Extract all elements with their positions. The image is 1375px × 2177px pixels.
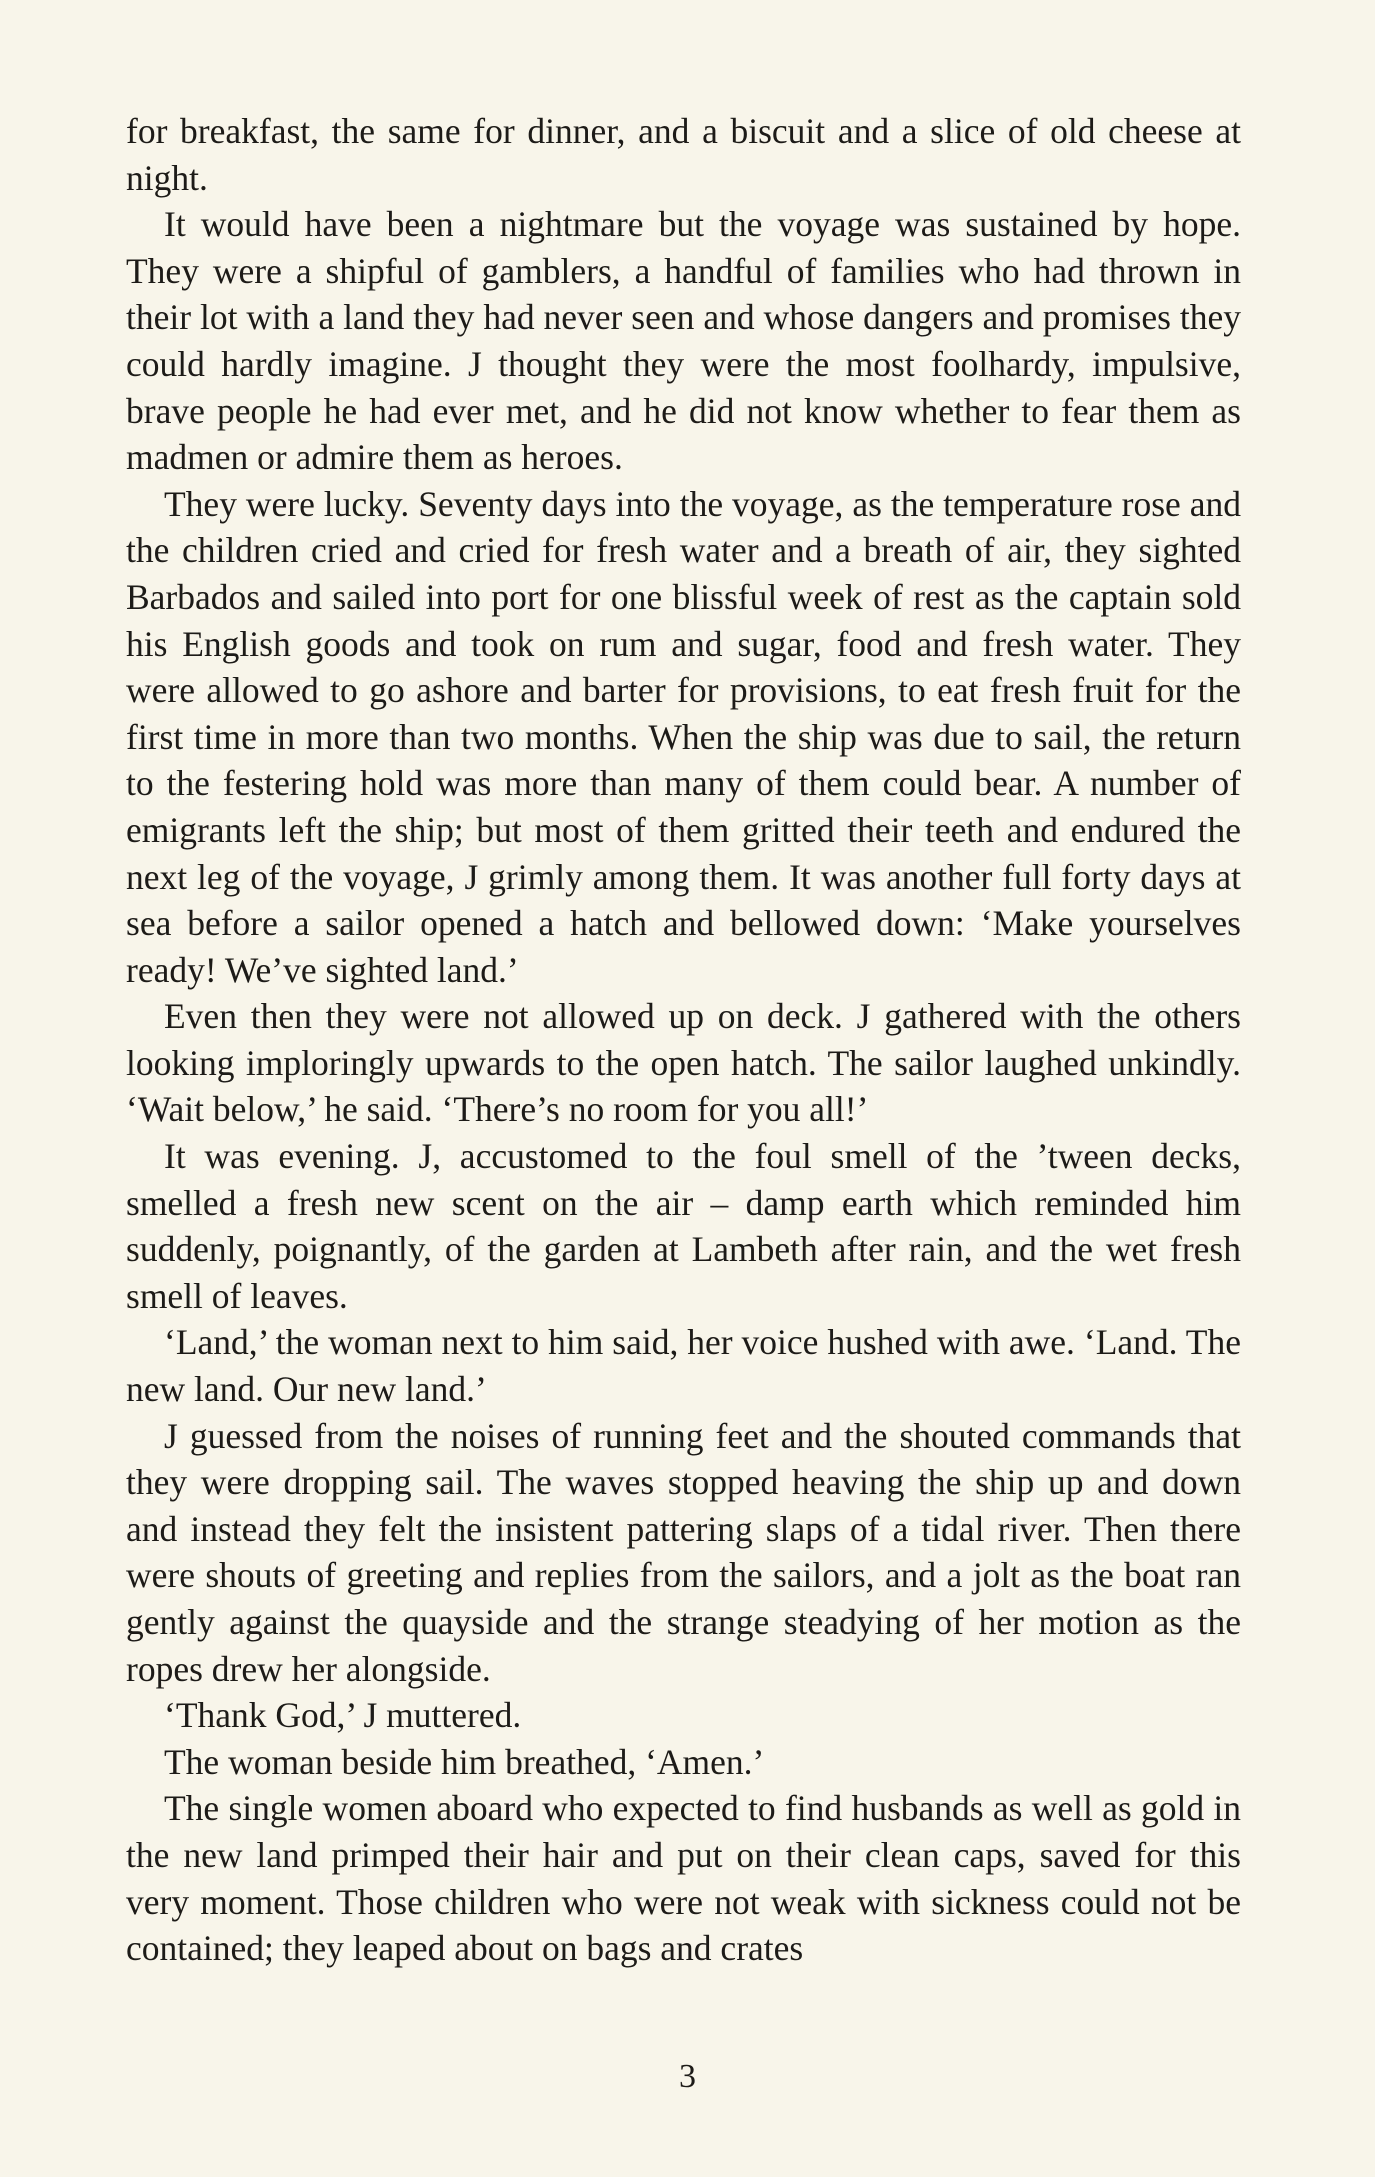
paragraph-2: It would have been a nightmare but the voyage was sustained by hope. They were a shipful of gamblers, a handful of families who had thrown in their lot with a land they had never seen and whose dangers and promises they could hardly imagine. J thought they were the most foolhardy, impulsive, brave people he had ever met, and he did not know whether to fear them as madmen or admire them as heroes.	[126, 204, 1241, 478]
paragraph-5: It was evening. J, accustomed to the foul smell of the ’tween decks, smelled a fresh new scent on the air – damp earth which reminded him suddenly, poignantly, of the garden at Lambeth after rain, and the wet fresh smell of leaves.	[126, 1136, 1241, 1316]
paragraph-1: for breakfast, the same for dinner, and a biscuit and a slice of old cheese at night.	[126, 111, 1241, 198]
body-text	[126, 108, 1241, 1972]
paragraph-8: ‘Thank God,’ J muttered.	[164, 1695, 522, 1736]
paragraph-7: J guessed from the noises of running feet and the shouted commands that they were dropping sail. The waves stopped heaving the ship up and down and instead they felt the insistent pattering slaps of a tidal river. Then there were shouts of greeting and replies from the sailors, and a jolt as the boat ran gently against the quayside and the strange steadying of her motion as the ropes drew her alongside.	[126, 1415, 1241, 1689]
paragraph-3: They were lucky. Seventy days into the voyage, as the temperature rose and the children cried and cried for fresh water and a breath of air, they sighted Barbados and sailed into port for one blissful week of rest as the captain sold his English goods and took on rum and sugar, food and fresh water. They were allowed to go ashore and barter for provisions, to eat fresh fruit for the first time in more than two months. When the ship was due to sail, the return to the festering hold was more than many of them could bear. A number of emigrants left the ship; but most of them gritted their teeth and endured the next leg of the voyage, J grimly among them. It was another full forty days at sea before a sailor opened a hatch and bellowed down: ‘Make yourselves ready! We’ve sighted land.’	[126, 483, 1241, 990]
paragraph-4: Even then they were not allowed up on deck. J gathered with the others looking imploringly upwards to the open hatch. The sailor laughed unkindly. ‘Wait below,’ he said. ‘There’s no room for you all!’	[126, 996, 1241, 1130]
paragraph-6: ‘Land,’ the woman next to him said, her voice hushed with awe. ‘Land. The new land. Our new land.’	[126, 1322, 1241, 1410]
paragraph-9: The woman beside him breathed, ‘Amen.’	[164, 1741, 765, 1782]
page-number: 3	[679, 2058, 696, 2095]
paragraph-10: The single women aboard who expected to find husbands as well as gold in the new land primped their hair and put on their clean caps, saved for this very moment. Those children who were not weak with sickness could not be contained; they leaped about on bags and crates	[126, 1788, 1241, 1969]
